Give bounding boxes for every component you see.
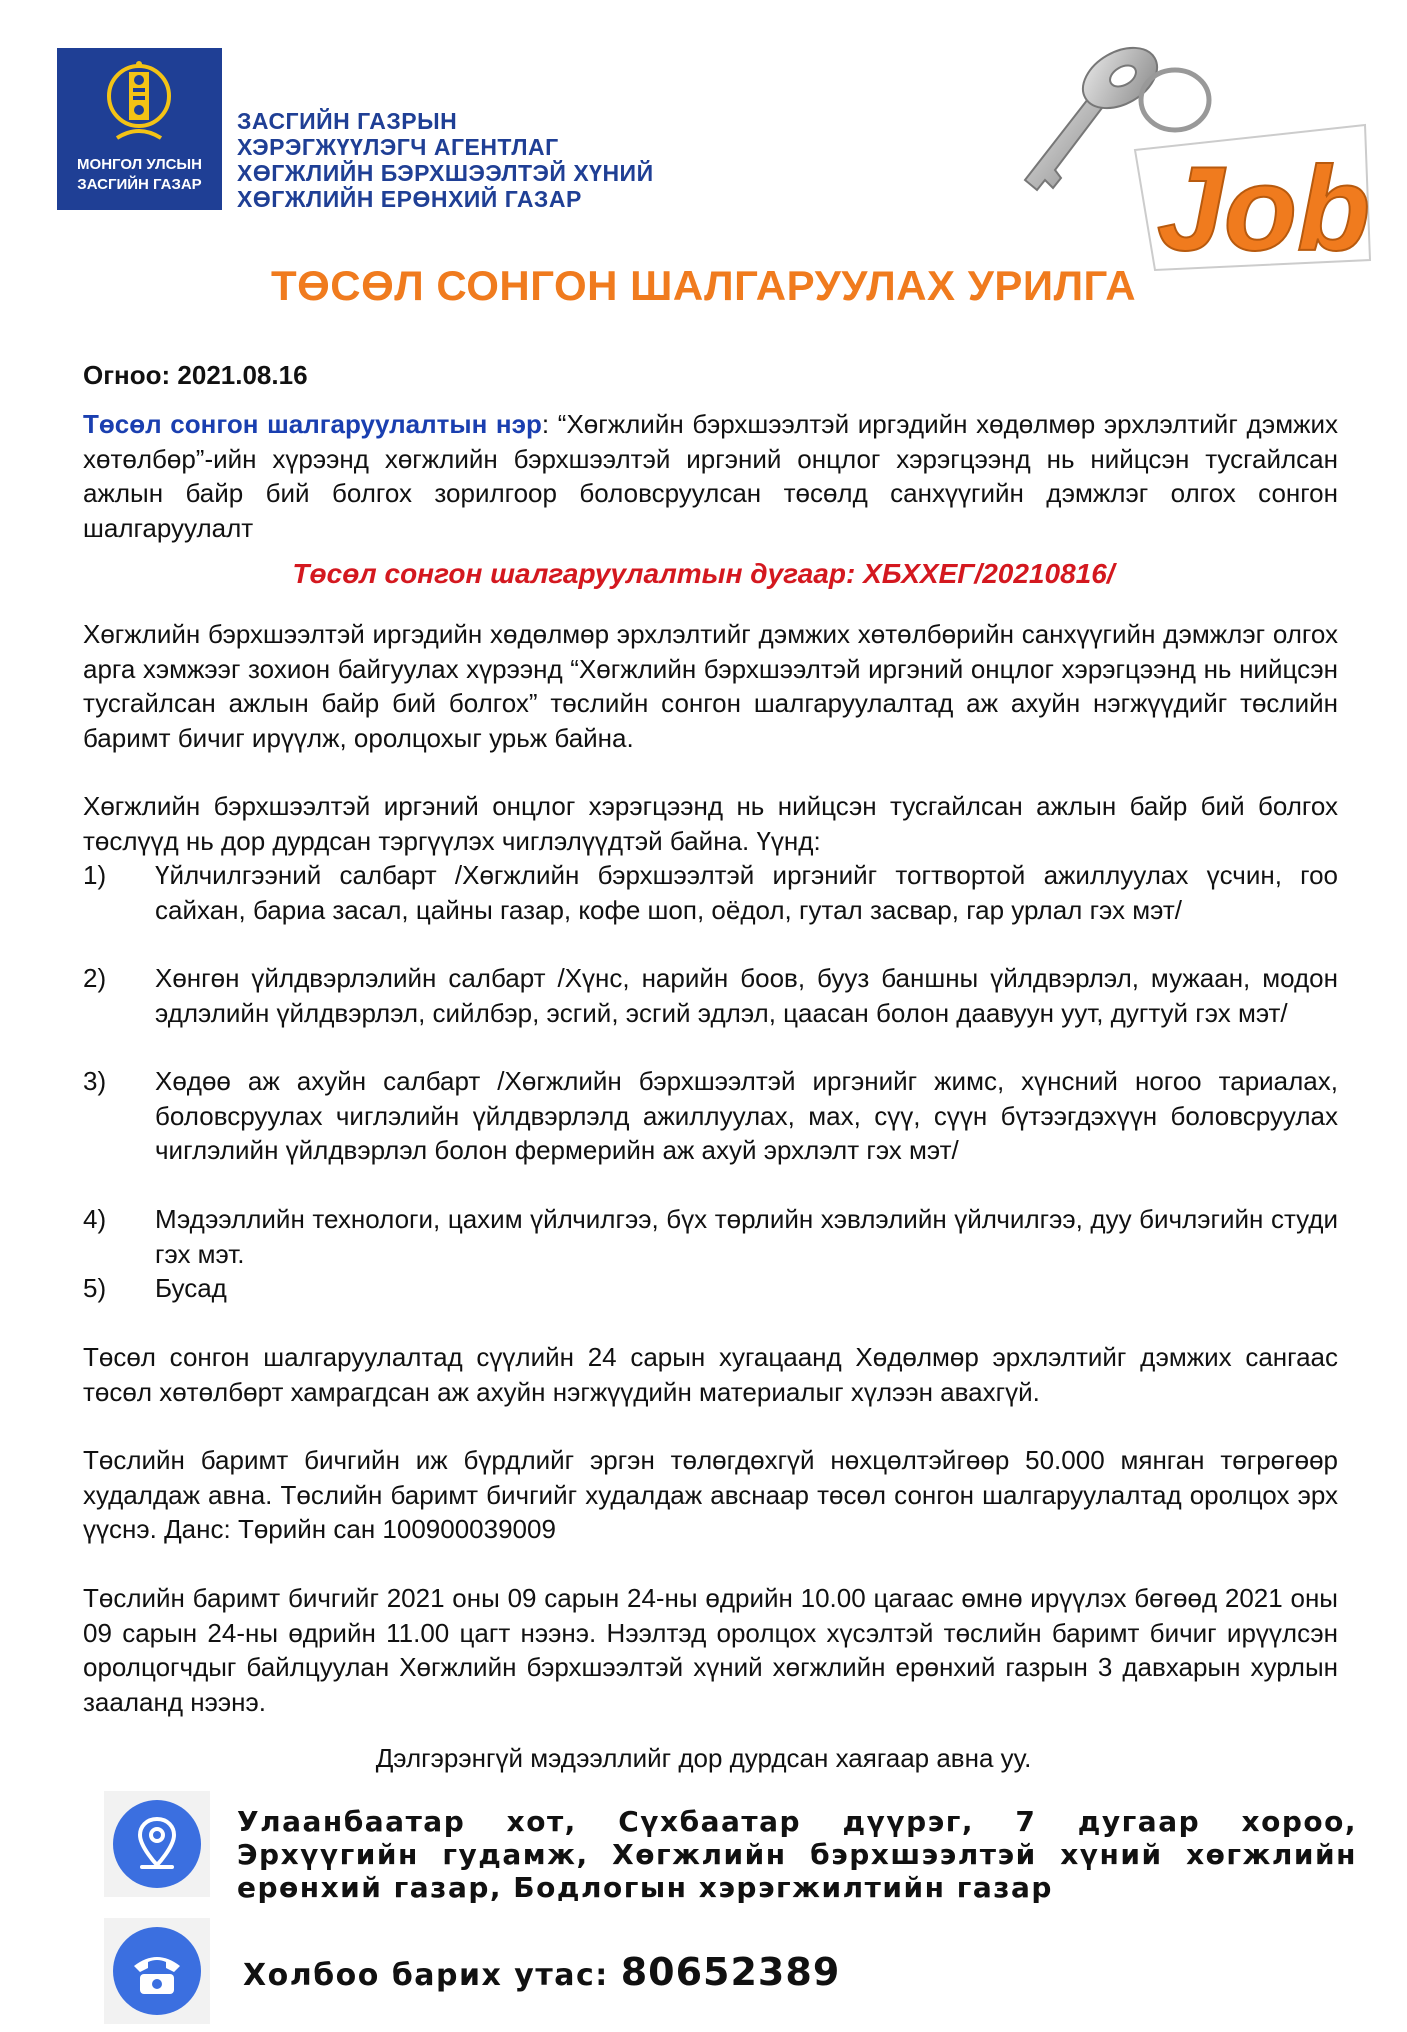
government-logo — [57, 48, 222, 210]
list-item-number: 1) — [83, 860, 107, 890]
job-key-illustration — [985, 30, 1385, 280]
agency-name-line4: ХӨГЖЛИЙН ЕРӨНХИЙ ГАЗАР — [237, 186, 582, 212]
list-item — [83, 858, 1338, 927]
list-item-text: Хөдөө аж ахуйн салбарт /Хөгжлийн бэрхшээлтэй иргэнийг жимс, хүнсний ногоо тариалах, боловсруулах чиглэлийн үйлдвэрлэлд ажиллуулах, мах, сүү, сүүн бүтээгдэхүүн боловсруулах чиглэлийн үйлдвэрлэл болон фермерийн аж ахуй эрхлэлт гэх мэт/ — [155, 1066, 1338, 1165]
list-item — [83, 1271, 1338, 1306]
list-item — [83, 961, 1338, 1030]
government-emblem-icon — [99, 58, 179, 158]
agency-name-line1: ЗАСГИЙН ГАЗРЫН — [237, 108, 458, 134]
phone-icon-box — [104, 1918, 210, 2024]
phone-colon: : — [595, 1958, 609, 1993]
list-item-text: Үйлчилгээний салбарт /Хөгжлийн бэрхшээлтэй иргэнийг тогтвортой ажиллуулах үсчин, гоо сайхан, бариа засал, цайны газар, кофе шоп, оёдол, гутал засвар, гар урлал гэх мэт/ — [155, 860, 1338, 925]
selection-number: Төсөл сонгон шалгаруулалтын дугаар: ХБХХЕГ/20210816/ — [292, 558, 1115, 589]
invitation-paragraph: Хөгжлийн бэрхшээлтэй иргэдийн хөдөлмөр эрхлэлтийг дэмжих хөтөлбөрийн санхүүгийн дэмжлэг олгох арга хэмжээг зохион байгуулах хүрээнд “Хөгжлийн бэрхшээлтэй иргэний онцлог хэрэгцээнд нь нийцсэн тусгайлсан ажлын байр бий болгох” төслийн сонгон шалгаруулалтад аж ахуйн нэгжүүдийг төслийн баримт бичиг ирүүлж, оролцохыг урьж байна. — [83, 619, 1338, 753]
document-title: ТӨСӨЛ СОНГОН ШАЛГАРУУЛАХ УРИЛГА — [270, 262, 1137, 309]
deadline-paragraph: Төслийн баримт бичгийг 2021 оны 09 сарын 24-ны өдрийн 10.00 цагаас өмнө ирүүлэх бөгөөд 2021 оны 09 сарын 24-ны өдрийн 11.00 цагт нээнэ. Нээлтэд оролцох хүсэлтэй төслийн баримт бичиг ирүүлсэн оролцогчдыг байлцуулан Хөгжлийн бэрхшээлтэй хүний хөгжлийн ерөнхий газрын 3 давхарын хурлын зааланд нээнэ. — [83, 1583, 1338, 1717]
job-word: Job — [1157, 142, 1371, 276]
list-item-number: 5) — [83, 1273, 107, 1303]
priority-intro-paragraph: Хөгжлийн бэрхшээлтэй иргэний онцлог хэрэгцээнд нь нийцсэн тусгайлсан ажлын байр бий болгох төслүүд нь дор дурдсан тэргүүлэх чиглэлүүдтэй байна. Үүнд: — [83, 791, 1338, 856]
project-name-label: Төсөл сонгон шалгаруулалтын нэр — [83, 409, 542, 439]
list-item-text: Бусад — [155, 1273, 227, 1303]
list-item-number: 2) — [83, 963, 107, 993]
list-item-number: 3) — [83, 1066, 107, 1096]
list-item-text: Мэдээллийн технологи, цахим үйлчилгээ, бүх төрлийн хэвлэлийн үйлчилгээ, дуу бичлэгийн студи гэх мэт. — [155, 1204, 1338, 1269]
list-item — [83, 1202, 1338, 1271]
project-name-paragraph — [83, 407, 1338, 545]
contact-address: Улаанбаатар хот, Сүхбаатар дүүрэг, 7 дугаар хороо, Эрхүүгийн гудамж, Хөгжлийн бэрхшээлтэй хүний хөгжлийн ерөнхий газар, Бодлогын хэрэгжилтийн газар — [237, 1805, 1357, 1904]
list-item-text: Хөнгөн үйлдвэрлэлийн салбарт /Хүнс, нарийн боов, бууз баншны үйлдвэрлэл, мужаан, модон эдлэлийн үйлдвэрлэл, сийлбэр, эсгий, эсгий эдлэл, цаасан болон даавуун уут, дугтуй гэх мэт/ — [155, 963, 1338, 1028]
agency-name-line3: ХӨГЖЛИЙН БЭРХШЭЭЛТЭЙ ХҮНИЙ — [237, 160, 654, 186]
list-item — [83, 1064, 1338, 1168]
agency-name-line2: ХЭРЭГЖҮҮЛЭГЧ АГЕНТЛАГ — [237, 134, 559, 160]
contact-phone — [243, 1950, 840, 1994]
logo-text-line1: МОНГОЛ УЛСЫН — [77, 156, 202, 173]
exclusion-paragraph: Төсөл сонгон шалгаруулалтад сүүлийн 24 сарын хугацаанд Хөдөлмөр эрхлэлтийг дэмжих сангаас төсөл хөтөлбөрт хамрагдсан аж ахуйн нэгжүүдийн материалыг хүлээн авахгүй. — [83, 1342, 1338, 1407]
list-item-number: 4) — [83, 1204, 107, 1234]
logo-text-line2: ЗАСГИЙН ГАЗАР — [77, 176, 202, 193]
telephone-icon — [104, 1918, 210, 2024]
phone-number: 80652389 — [620, 1950, 841, 1994]
document-date: Огноо: 2021.08.16 — [83, 360, 308, 390]
phone-label: Холбоо барих утас — [243, 1958, 596, 1993]
location-pin-icon — [104, 1791, 210, 1897]
project-name-text: : “Хөгжлийн бэрхшээлтэй иргэдийн хөдөлмөр эрхлэлтийг дэмжих хөтөлбөр”-ийн хүрээнд хөгжлийн бэрхшээлтэй иргэний онцлог хэрэгцээнд нь нийцсэн тусгайлсан ажлын байр бий болгох зорилгоор боловсруулсан төсөлд санхүүгийн дэмжлэг олгох сонгон шалгаруулалт — [83, 409, 1338, 543]
job-tag — [1135, 125, 1370, 276]
location-icon-box — [104, 1791, 210, 1897]
details-line: Дэлгэрэнгүй мэдээллийг дор дурдсан хаягаар авна уу. — [375, 1743, 1032, 1773]
purchase-paragraph: Төслийн баримт бичгийн иж бүрдлийг эргэн төлөгдөхгүй нөхцөлтэйгөөр 50.000 мянган төгрөгөөр худалдаж авна. Төслийн баримт бичгийг худалдаж авснаар төсөл сонгон шалгаруулалтад оролцох эрх үүснэ. Данс: Төрийн сан 100900039009 — [83, 1445, 1338, 1544]
